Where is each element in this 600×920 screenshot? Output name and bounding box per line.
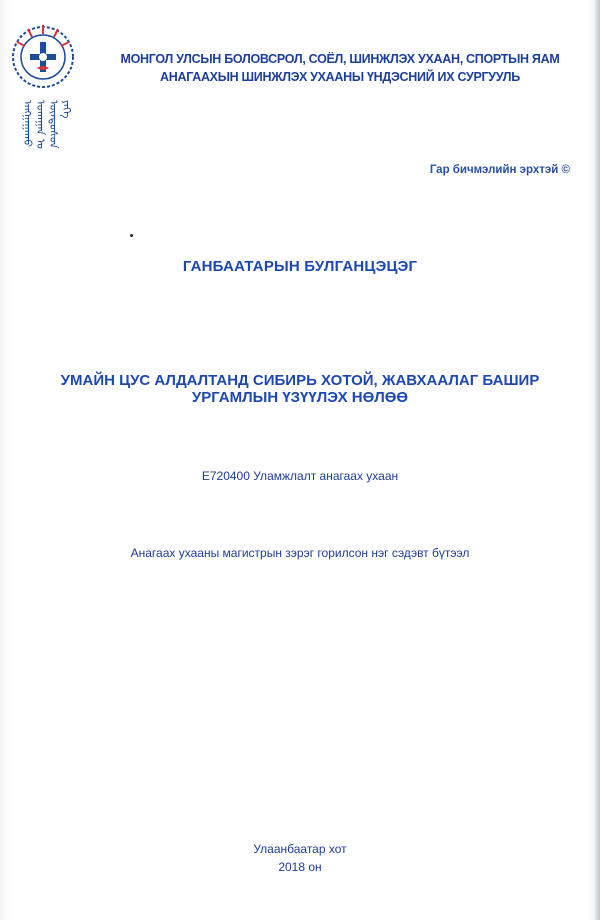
mongolian-script-line: ᠶᠡᠬᠡ xyxy=(60,100,73,119)
university-heading: АНАГААХЫН ШИНЖЛЭХ УХААНЫ ҮНДЭСНИЙ ИХ СУРГУУЛЬ xyxy=(160,70,520,84)
specialty-code: Е720400 Уламжлалт анагаах ухаан xyxy=(201,469,399,483)
thesis-title-line-1: УМАЙН ЦУС АЛДАЛТАНД СИБИРЬ ХОТОЙ, ЖАВХААЛАГ БАШИР xyxy=(60,372,540,389)
author-name: ГАНБААТАРЫН БУЛГАНЦЭЦЭГ xyxy=(182,258,418,275)
copyright-note: Гар бичмэлийн эрхтэй © xyxy=(429,164,570,176)
place-of-publication: Улаанбаатар хот xyxy=(253,842,347,856)
university-emblem-icon xyxy=(8,20,78,95)
degree-statement: Анагаах ухааны магистрын зэрэг горилсон нэг сэдэвт бүтээл xyxy=(130,546,470,560)
paper-speck xyxy=(130,234,133,237)
publication-year: 2018 он xyxy=(278,860,322,874)
thesis-title-line-2: УРГАМЛЫН ҮЗҮҮЛЭХ НӨЛӨӨ xyxy=(191,389,409,406)
ministry-heading: МОНГОЛ УЛСЫН БОЛОВСРОЛ, СОЁЛ, ШИНЖЛЭХ УХААН, СПОРТЫН ЯАМ xyxy=(120,52,560,66)
mongolian-script-line: ᠠᠩᠭᠠᠭᠠᠬᠤ xyxy=(21,100,34,147)
page-edge-shadow xyxy=(594,0,600,920)
mongolian-script-line: ᠦᠨᠳᠦᠰᠦᠨ xyxy=(47,100,60,149)
mongolian-script-line: ᠤᠬᠠᠭᠠᠨ ᠤ xyxy=(34,100,47,149)
